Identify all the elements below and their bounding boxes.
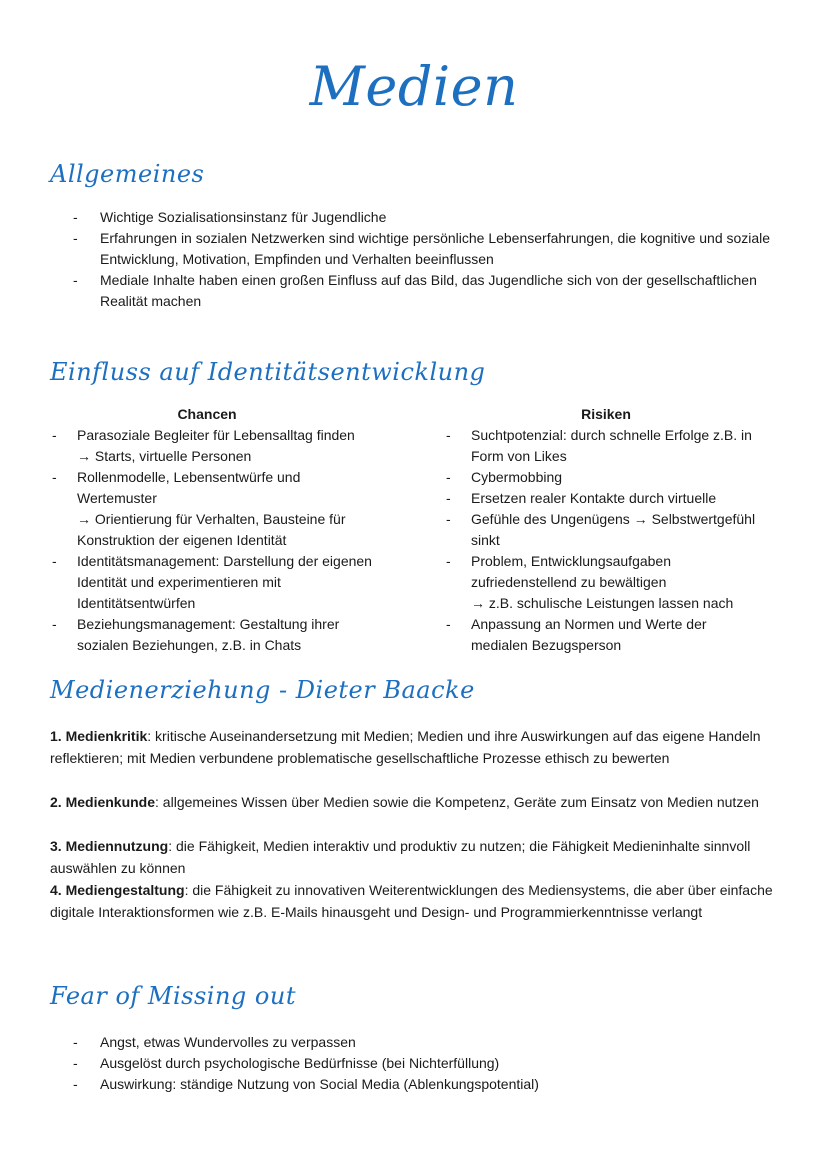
chancen-column <box>77 404 397 656</box>
fomo-list <box>100 1032 780 1095</box>
medienkunde-paragraph <box>50 791 780 813</box>
item-text: - Beziehungsmanagement: Gestaltung ihrer sozialen Beziehungen, z.B. in Chats <box>77 616 340 653</box>
risiken-column <box>471 404 786 656</box>
list-item <box>77 614 397 656</box>
list-item: - Erfahrungen in sozialen Netzwerken sind wichtige persönliche Lebenserfahrungen, die kognitive und soziale Entwicklung, Motivation, Empfinden und Verhalten beeinflussen <box>100 228 780 270</box>
list-item <box>471 509 786 551</box>
heading-einfluss: Einfluss auf Identitätsentwicklung <box>50 358 486 386</box>
list-item: - Mediale Inhalte haben einen großen Einfluss auf das Bild, das Jugendliche sich von der gesellschaftlichen Realität machen <box>100 270 780 312</box>
list-item <box>77 551 397 614</box>
allgemeines-list <box>100 207 780 312</box>
item-text: Identitätsmanagement: Darstellung der eigenen Identität und experimentieren mit Identitätsentwürfen <box>77 553 372 611</box>
item-text: Parasoziale Begleiter für Lebensalltag finden <box>77 427 355 443</box>
heading-allgemeines: Allgemeines <box>50 160 205 188</box>
item-text: Cybermobbing <box>471 469 563 485</box>
item-label: 1. Medienkritik <box>50 728 148 744</box>
list-item <box>471 488 786 509</box>
medienkritik-paragraph <box>50 725 780 769</box>
list-item: - Angst, etwas Wundervolles zu verpassen <box>100 1032 780 1053</box>
item-sub: → Starts, virtuelle Personen <box>77 448 252 464</box>
list-item: - Wichtige Sozialisationsinstanz für Jugendliche <box>100 207 780 228</box>
list-item <box>77 467 397 551</box>
item-text: Ersetzen realer Kontakte durch virtuelle <box>471 490 717 506</box>
item-text: : allgemeines Wissen über Medien sowie die Kompetenz, Geräte zum Einsatz von Medien nutzen <box>155 794 759 810</box>
heading-fomo: Fear of Missing out <box>50 982 296 1010</box>
list-item <box>471 614 786 656</box>
list-item <box>471 551 786 614</box>
item-text: : die Fähigkeit, Medien interaktiv und produktiv zu nutzen; die Fähigkeit Medieninhalte sinnvoll auswählen zu können <box>50 838 751 876</box>
chancen-heading: Chancen <box>177 406 237 422</box>
chancen-list <box>77 425 397 656</box>
risiken-heading: Risiken <box>581 406 631 422</box>
item-text: : kritische Auseinandersetzung mit Medien; Medien und ihre Auswirkungen auf das eigene Handeln reflektieren; mit Medien verbundene problematische gesellschaftliche Prozesse ethisch zu bewerten <box>50 728 761 766</box>
heading-medienerziehung: Medienerziehung - Dieter Baacke <box>50 676 475 704</box>
item-text: - Rollenmodelle, Lebensentwürfe und Wertemuster <box>77 469 301 506</box>
risiken-list <box>471 425 786 656</box>
item-text: Suchtpotenzial: durch schnelle Erfolge z.B. in Form von Likes <box>471 427 752 464</box>
item-text: - Anpassung an Normen und Werte der medialen Bezugsperson <box>471 616 707 653</box>
item-text: : die Fähigkeit zu innovativen Weiterentwicklungen des Mediensystems, die aber über einfache digitale Interaktionsformen wie z.B. E-Mails hinausgeht und Design- und Programmierkenntnisse verlangt <box>50 882 773 920</box>
list-item <box>77 425 397 467</box>
item-label: 3. Mediennutzung <box>50 838 169 854</box>
list-item <box>471 467 786 488</box>
list-item <box>471 425 786 467</box>
list-item: - Ausgelöst durch psychologische Bedürfnisse (bei Nichterfüllung) <box>100 1053 780 1074</box>
mediengestaltung-paragraph <box>50 879 780 923</box>
list-item: - Auswirkung: ständige Nutzung von Social Media (Ablenkungspotential) <box>100 1074 780 1095</box>
item-text: Gefühle des Ungenügens → Selbstwertgefühl sinkt <box>471 511 756 548</box>
item-label: 4. Mediengestaltung <box>50 882 185 898</box>
item-sub: → Orientierung für Verhalten, Bausteine für Konstruktion der eigenen Identität <box>77 511 346 548</box>
item-label: 2. Medienkunde <box>50 794 156 810</box>
mediennutzung-paragraph <box>50 835 780 879</box>
page-title: Medien <box>309 55 519 118</box>
item-text: - Problem, Entwicklungsaufgaben zufriedenstellend zu bewältigen <box>471 553 672 590</box>
item-sub: → z.B. schulische Leistungen lassen nach <box>471 595 734 611</box>
